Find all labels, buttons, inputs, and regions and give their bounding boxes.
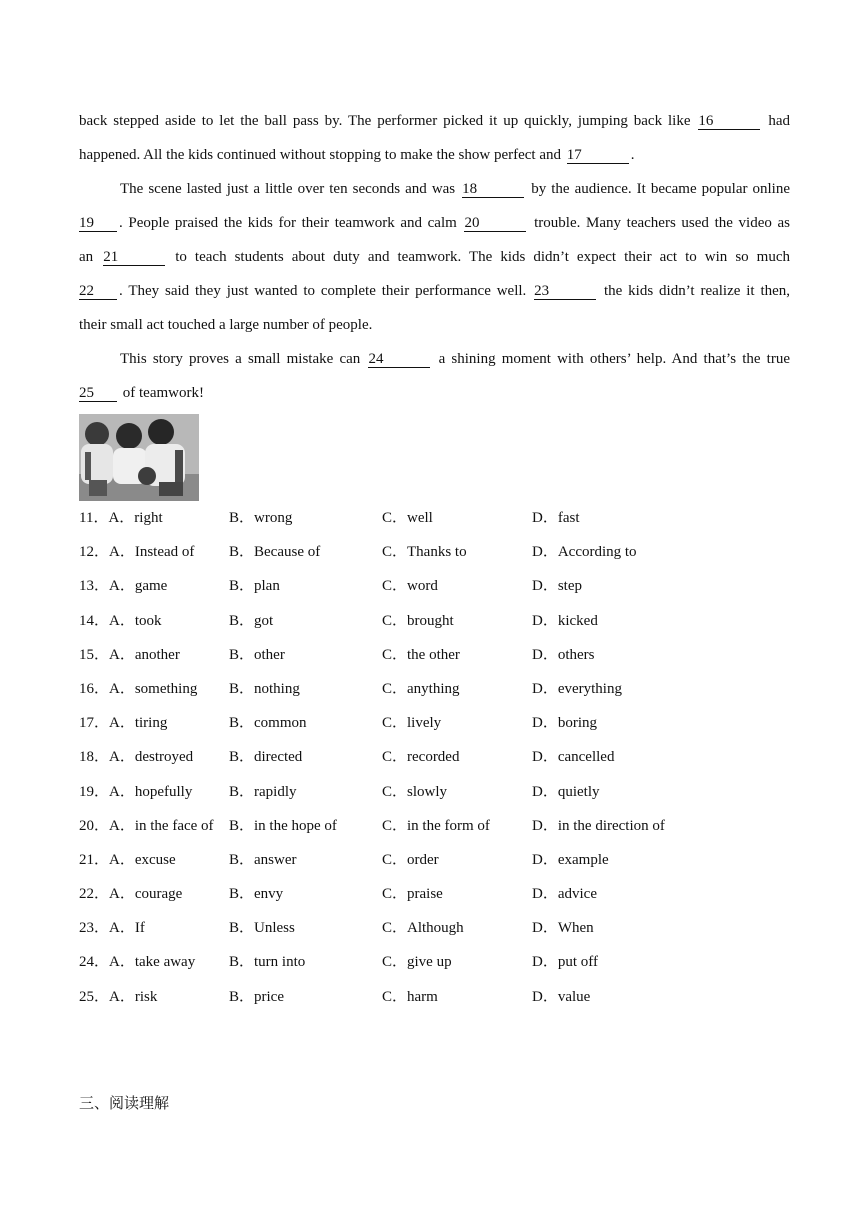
option-row	[79, 501, 790, 535]
option-d[interactable]: D．others	[532, 646, 595, 663]
option-row	[79, 945, 790, 979]
blank-18[interactable]: 18	[462, 181, 524, 198]
kids-photo	[79, 414, 199, 501]
options-list	[79, 501, 790, 1014]
option-c[interactable]: C．the other	[382, 646, 460, 663]
option-c[interactable]: C．harm	[382, 988, 438, 1005]
blank-16[interactable]: 16	[698, 113, 760, 130]
option-b[interactable]: B．plan	[229, 578, 280, 595]
option-d[interactable]: D．According to	[532, 544, 637, 561]
option-c[interactable]: C．in the form of	[382, 817, 490, 834]
section-title: 三、阅读理解	[79, 1094, 170, 1112]
option-a[interactable]: 22．A．courage	[79, 886, 183, 903]
option-b[interactable]: B．in the hope of	[229, 817, 337, 834]
blank-20[interactable]: 20	[464, 215, 526, 232]
option-d[interactable]: D．boring	[532, 715, 597, 732]
option-b[interactable]: B．answer	[229, 851, 297, 868]
option-d[interactable]: D．cancelled	[532, 749, 615, 766]
option-c[interactable]: C．well	[382, 510, 433, 526]
option-a[interactable]: 18．A．destroyed	[79, 749, 194, 766]
option-a[interactable]: 12．A．Instead of	[79, 544, 195, 561]
option-b[interactable]: B．wrong	[229, 510, 293, 526]
option-row	[79, 604, 790, 638]
option-row	[79, 672, 790, 706]
passage-line: 25 of teamwork!	[79, 385, 204, 401]
blank-24[interactable]: 24	[368, 351, 430, 368]
option-row	[79, 740, 790, 774]
passage-line: back stepped aside to let the ball pass by. The performer picked it up quickly, jumping back like 16 had	[79, 113, 791, 129]
option-c[interactable]: C．brought	[382, 612, 454, 629]
option-b[interactable]: B．envy	[229, 886, 284, 903]
blank-25[interactable]: 25	[79, 385, 117, 402]
option-a[interactable]: 25．A．risk	[79, 988, 158, 1005]
option-a[interactable]: 24．A．take away	[79, 954, 196, 971]
passage	[79, 104, 790, 1014]
passage-line: happened. All the kids continued without stopping to make the show perfect and 17 .	[79, 147, 635, 163]
option-c[interactable]: C．give up	[382, 954, 452, 971]
option-c[interactable]: C．slowly	[382, 783, 448, 800]
option-a[interactable]: 11．A．right	[79, 510, 163, 526]
option-b[interactable]: B．other	[229, 646, 285, 663]
option-row	[79, 877, 790, 911]
option-d[interactable]: D．example	[532, 851, 609, 868]
passage-line: 22 . They said they just wanted to complete their performance well. 23 the kids didn’t realize it then,	[79, 283, 791, 299]
option-d[interactable]: D．kicked	[532, 612, 598, 629]
option-b[interactable]: B．Unless	[229, 920, 295, 937]
kids-photo-illustration	[79, 414, 199, 501]
option-c[interactable]: C．Although	[382, 920, 464, 937]
option-a[interactable]: 20．A．in the face of	[79, 817, 214, 834]
option-b[interactable]: B．Because of	[229, 544, 321, 561]
blank-22[interactable]: 22	[79, 283, 117, 300]
passage-line: an 21 to teach students about duty and teamwork. The kids didn’t expect their act to win so much	[79, 249, 791, 265]
option-d[interactable]: D．value	[532, 988, 591, 1005]
option-d[interactable]: D．in the direction of	[532, 817, 665, 834]
option-c[interactable]: C．word	[382, 578, 438, 595]
option-b[interactable]: B．turn into	[229, 954, 306, 971]
option-a[interactable]: 16．A．something	[79, 680, 198, 697]
option-a[interactable]: 15．A．another	[79, 646, 180, 663]
option-d[interactable]: D．advice	[532, 886, 597, 903]
option-d[interactable]: D．put off	[532, 954, 598, 971]
option-a[interactable]: 23．A．If	[79, 920, 145, 937]
option-row	[79, 809, 790, 843]
option-row	[79, 638, 790, 672]
blank-17[interactable]: 17	[567, 147, 629, 164]
blank-19[interactable]: 19	[79, 215, 117, 232]
option-a[interactable]: 14．A．took	[79, 612, 162, 629]
option-d[interactable]: D．fast	[532, 510, 580, 526]
option-row	[79, 980, 790, 1014]
option-row	[79, 569, 790, 603]
passage-line: 19 . People praised the kids for their teamwork and calm 20 trouble. Many teachers used the video as	[79, 215, 791, 231]
option-row	[79, 706, 790, 740]
option-row	[79, 775, 790, 809]
blank-21[interactable]: 21	[103, 249, 165, 266]
option-b[interactable]: B．got	[229, 612, 274, 629]
option-c[interactable]: C．Thanks to	[382, 544, 467, 561]
option-d[interactable]: D．quietly	[532, 783, 600, 800]
option-c[interactable]: C．order	[382, 851, 439, 868]
option-b[interactable]: B．price	[229, 988, 284, 1005]
option-row	[79, 843, 790, 877]
option-d[interactable]: D．When	[532, 920, 594, 937]
option-c[interactable]: C．praise	[382, 886, 443, 903]
option-d[interactable]: D．everything	[532, 680, 622, 697]
option-a[interactable]: 19．A．hopefully	[79, 783, 193, 800]
option-a[interactable]: 21．A．excuse	[79, 851, 176, 868]
option-c[interactable]: C．anything	[382, 680, 460, 697]
option-row	[79, 535, 790, 569]
passage-line: their small act touched a large number of people.	[79, 317, 373, 333]
option-a[interactable]: 17．A．tiring	[79, 715, 168, 732]
option-b[interactable]: B．directed	[229, 749, 303, 766]
passage-line: The scene lasted just a little over ten seconds and was 18 by the audience. It became popular online	[120, 181, 790, 197]
option-a[interactable]: 13．A．game	[79, 578, 168, 595]
option-b[interactable]: B．common	[229, 715, 307, 732]
option-c[interactable]: C．recorded	[382, 749, 460, 766]
option-row	[79, 911, 790, 945]
option-b[interactable]: B．nothing	[229, 680, 300, 697]
option-c[interactable]: C．lively	[382, 715, 442, 732]
blank-23[interactable]: 23	[534, 283, 596, 300]
option-b[interactable]: B．rapidly	[229, 783, 297, 800]
option-d[interactable]: D．step	[532, 578, 582, 595]
passage-line: This story proves a small mistake can 24 a shining moment with others’ help. And that’s the true	[120, 351, 791, 367]
